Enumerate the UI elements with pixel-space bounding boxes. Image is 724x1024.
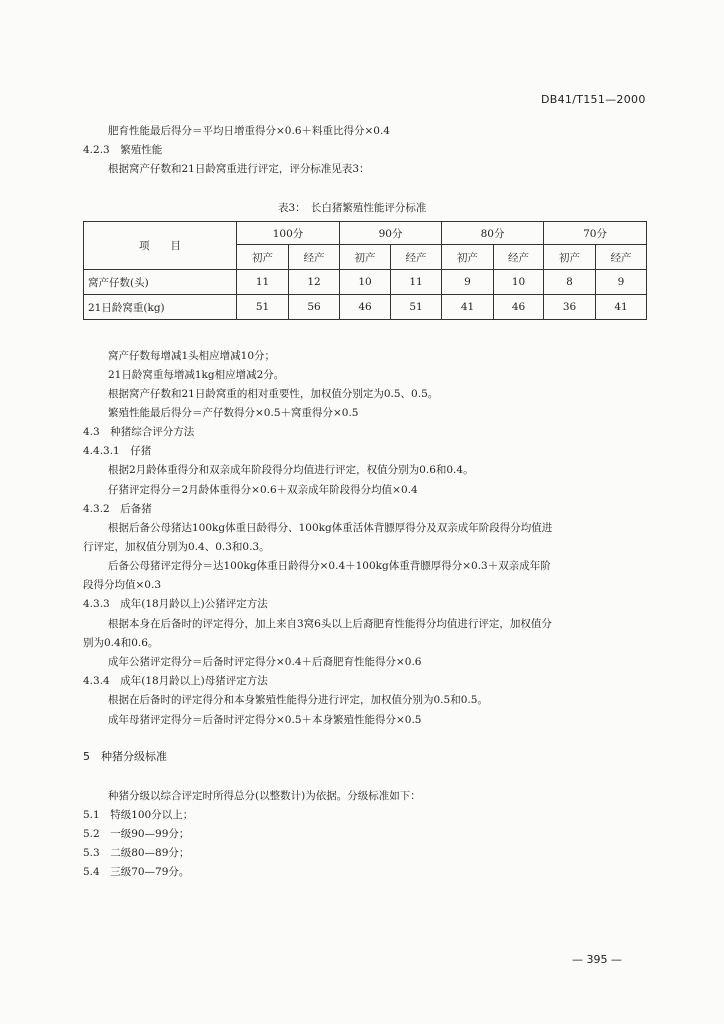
table-cell: 11: [391, 270, 442, 295]
document-code: DB41/T151—2000: [541, 93, 646, 106]
body-line: 21日龄窝重每增减1kg相应增减2分。: [108, 369, 285, 381]
score-group-100: 100分: [237, 222, 340, 245]
table-cell: 10: [494, 270, 544, 295]
body-line: 根据2月龄体重得分和双亲成年阶段得分均值进行评定，权值分别为0.6和0.4。: [108, 464, 474, 476]
body-line: 别为0.4和0.6。: [83, 637, 159, 649]
sub-header: 初产: [237, 245, 289, 270]
table-cell: 36: [544, 295, 596, 320]
row-label: 21日龄窝重(kg): [84, 295, 237, 320]
score-group-90: 90分: [340, 222, 442, 245]
body-line: 行评定，加权值分别为0.4、0.3和0.3。: [83, 541, 270, 553]
body-line: 根据窝产仔数和21日龄窝重的相对重要性，加权值分别定为0.5、0.5。: [108, 388, 439, 400]
reproduction-score-table: [83, 221, 647, 320]
section-adult-boar-heading: 4.3.3 成年(18月龄以上)公猪评定方法: [83, 598, 268, 610]
row-label: 窝产仔数(头): [84, 270, 237, 295]
item-header: 项 目: [84, 222, 237, 270]
body-line: 繁殖性能最后得分＝产仔数得分×0.5＋窝重得分×0.5: [108, 407, 359, 419]
body-line: 成年母猪评定得分＝后备时评定得分×0.5＋本身繁殖性能得分×0.5: [108, 714, 422, 726]
table-cell: 51: [391, 295, 442, 320]
grade-item: 5.3 二级80—89分；: [83, 847, 190, 859]
body-line: 成年公猪评定得分＝后备时评定得分×0.4＋后裔肥育性能得分×0.6: [108, 656, 422, 668]
table-cell: 10: [340, 270, 391, 295]
table-cell: 46: [340, 295, 391, 320]
table-cell: 9: [442, 270, 494, 295]
sub-header: 初产: [340, 245, 391, 270]
page-number: — 395 —: [572, 953, 622, 966]
sub-header: 初产: [442, 245, 494, 270]
fattening-score-formula: 肥育性能最后得分＝平均日增重得分×0.6＋料重比得分×0.4: [108, 125, 390, 137]
grade-item: 5.2 一级90—99分；: [83, 828, 190, 840]
table-cell: 12: [289, 270, 340, 295]
table-cell: 56: [289, 295, 340, 320]
body-line: 段得分均值×0.3: [83, 579, 161, 591]
section-reserve-heading: 4.3.2 后备猪: [83, 503, 152, 515]
table-row: [84, 295, 647, 320]
section-piglet-heading: 4.4.3.1 仔猪: [83, 445, 152, 457]
table-header-row: [84, 222, 647, 245]
section-5-intro: 种猪分级以综合评定时所得总分(以整数计)为依据。分级标准如下：: [108, 790, 421, 802]
table-cell: 51: [237, 295, 289, 320]
table-cell: 9: [596, 270, 647, 295]
sub-header: 经产: [391, 245, 442, 270]
section-4-2-3-heading: 4.2.3 繁殖性能: [83, 144, 163, 156]
table-row: [84, 270, 647, 295]
score-group-80: 80分: [442, 222, 544, 245]
sub-header: 初产: [544, 245, 596, 270]
reproduction-intro: 根据窝产仔数和21日龄窝重进行评定，评分标准见表3：: [108, 163, 370, 175]
sub-header: 经产: [494, 245, 544, 270]
section-adult-sow-heading: 4.3.4 成年(18月龄以上)母猪评定方法: [83, 675, 268, 687]
section-5-heading: 5 种猪分级标准: [83, 750, 167, 763]
sub-header: 经产: [596, 245, 647, 270]
body-line: 窝产仔数每增减1头相应增减10分；: [108, 350, 276, 362]
body-line: 根据后备公母猪达100kg体重日龄得分、100kg体重活体背膘厚得分及双亲成年阶段得分均值进: [108, 522, 553, 534]
body-line: 仔猪评定得分＝2月龄体重得分×0.6＋双亲成年阶段得分均值×0.4: [108, 484, 418, 496]
body-line: 根据本身在后备时的评定得分，加上来自3窝6头以上后裔肥育性能得分均值进行评定，加权值分: [108, 618, 552, 630]
sub-header: 经产: [289, 245, 340, 270]
body-line: 后备公母猪评定得分＝达100kg体重日龄得分×0.4＋100kg体重背膘厚得分×0.3＋双亲成年阶: [108, 560, 551, 572]
body-line: 根据在后备时的评定得分和本身繁殖性能得分进行评定，加权值分别为0.5和0.5。: [108, 694, 488, 706]
table-cell: 8: [544, 270, 596, 295]
table-cell: 11: [237, 270, 289, 295]
section-4-3-heading: 4.3 种猪综合评分方法: [83, 426, 195, 438]
grade-item: 5.4 三级70—79分。: [83, 866, 190, 878]
grade-item: 5.1 特级100分以上；: [83, 809, 194, 821]
score-group-70: 70分: [544, 222, 647, 245]
table-caption: 表3： 长白猪繁殖性能评分标准: [278, 202, 427, 214]
table-cell: 46: [494, 295, 544, 320]
table-cell: 41: [442, 295, 494, 320]
table-cell: 41: [596, 295, 647, 320]
